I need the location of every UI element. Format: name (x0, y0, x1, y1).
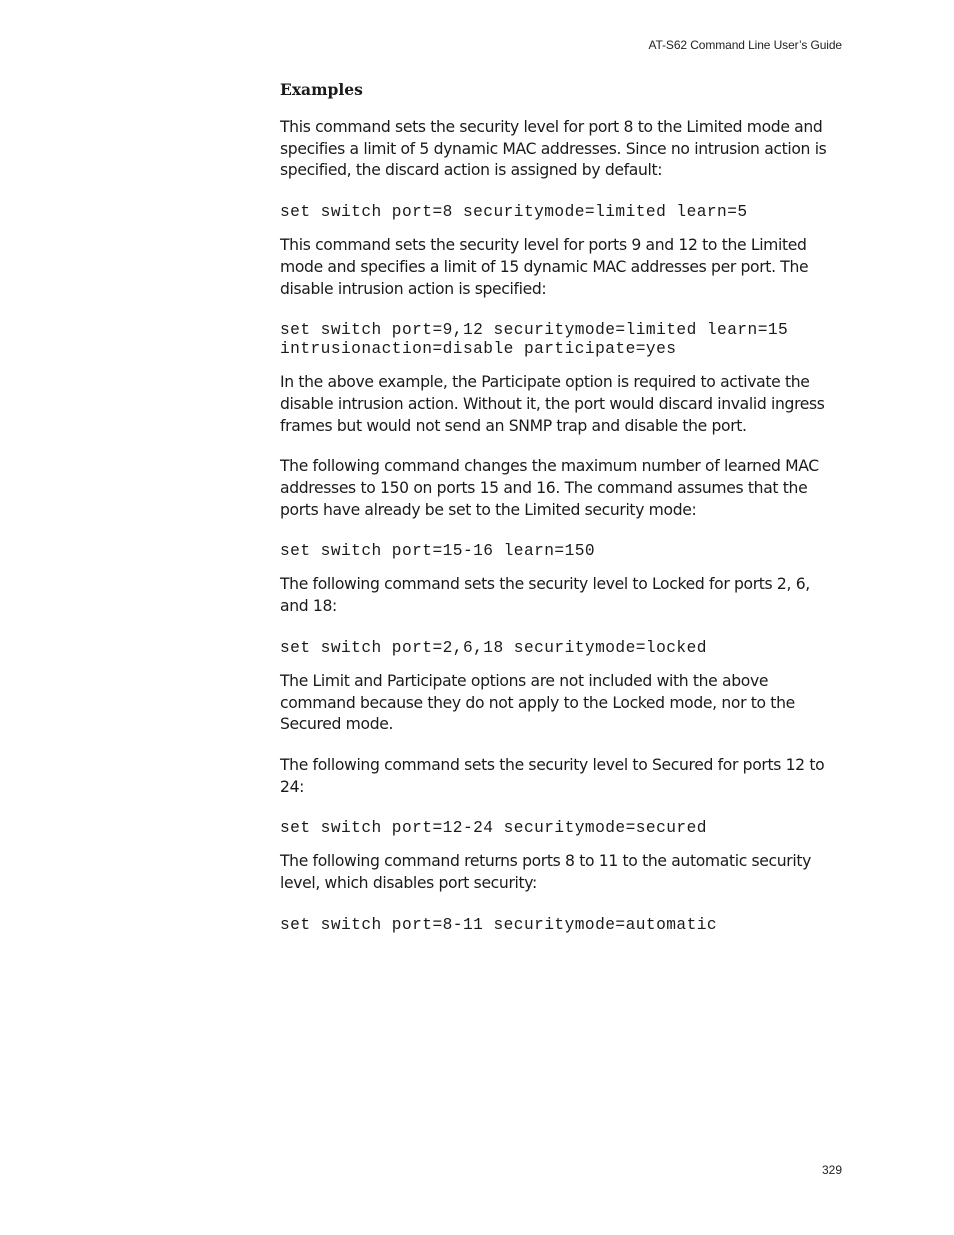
code-example: set switch port=15-16 learn=150 (280, 542, 596, 561)
page-number: 329 (821, 1163, 842, 1177)
code-example: set switch port=9,12 securitymode=limited learn=15 intrusionaction=disable participate=yes (280, 321, 789, 359)
paragraph: The following command sets the security level to Secured for ports 12 to 24: (280, 755, 825, 796)
section-heading: Examples (280, 80, 363, 99)
paragraph: The following command sets the security level to Locked for ports 2, 6, and 18: (280, 575, 810, 616)
page-content (280, 80, 842, 935)
code-example: set switch port=8 securitymode=limited learn=5 (280, 203, 748, 222)
paragraph: The following command changes the maximum number of learned MAC addresses to 150 on ports 15 and 16. The command assumes that the ports have already be set to the Limited security mode: (280, 457, 819, 519)
paragraph: This command sets the security level for port 8 to the Limited mode and specifies a limit of 5 dynamic MAC addresses. Since no intrusion action is specified, the discard action is assigned by default: (280, 118, 827, 180)
code-example: set switch port=2,6,18 securitymode=locked (280, 638, 707, 657)
code-example: set switch port=12-24 securitymode=secured (280, 819, 707, 838)
paragraph: The Limit and Participate options are not included with the above command because they do not apply to the Locked mode, nor to the Secured mode. (280, 671, 795, 734)
paragraph: In the above example, the Participate option is required to activate the disable intrusion action. Without it, the port would discard invalid ingress frames but would not send an SNMP trap and disable the port. (280, 373, 825, 435)
paragraph: The following command returns ports 8 to 11 to the automatic security level, which disables port security: (280, 852, 811, 893)
code-example: set switch port=8-11 securitymode=automatic (280, 915, 718, 934)
paragraph: This command sets the security level for ports 9 and 12 to the Limited mode and specifies a limit of 15 dynamic MAC addresses per port. The disable intrusion action is specified: (280, 236, 809, 298)
running-header: AT-S62 Command Line User’s Guide (648, 38, 842, 52)
